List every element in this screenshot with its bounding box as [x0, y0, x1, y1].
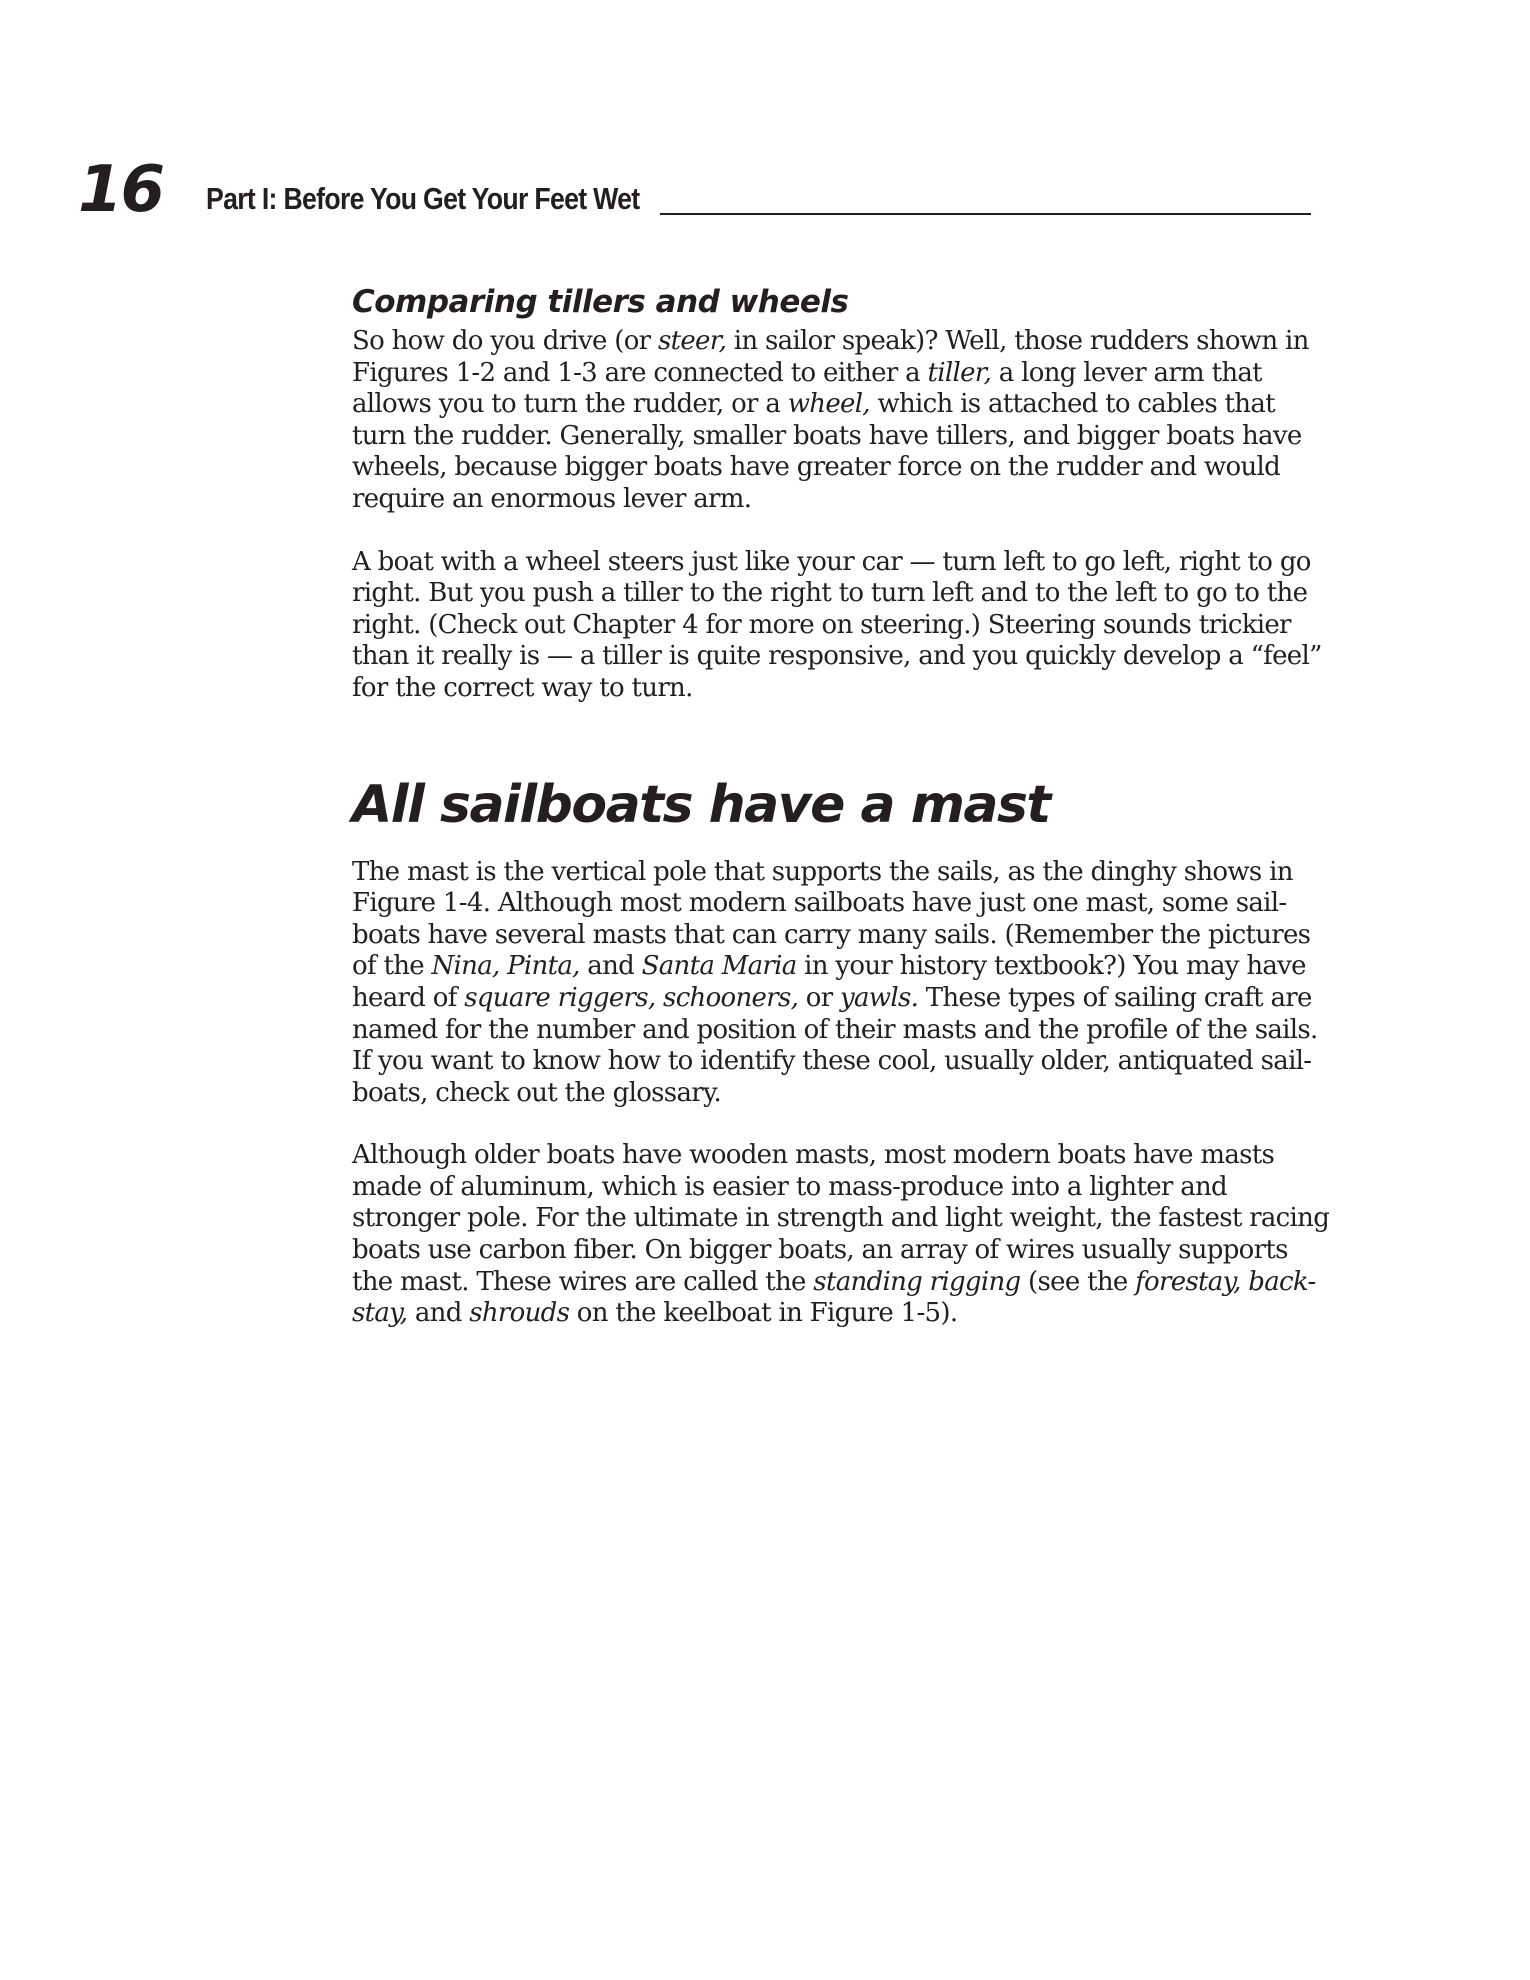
subheading-tillers-wheels: Comparing tillers and wheels [352, 284, 849, 320]
running-head [206, 180, 1311, 218]
term-riggers-schooners: square riggers, schooners, [464, 982, 799, 1013]
running-head-title: Part I: Before You Get Your Feet Wet [206, 181, 640, 216]
text-run: Although older boats have wooden masts, most modern boats have masts made of aluminum, which is easier to mass-produce into a lighter and stronger pole. For the ultimate in strength and light weight, the fastest racing boats use carbon fiber. On bigger boats, an array of wires usually supports the mast. These wires are called the [352, 1140, 1330, 1297]
paragraph-tillers-1 [352, 326, 1332, 516]
heading-sailboats-mast: All sailboats have a mast [352, 774, 1050, 835]
text-run: and [407, 1298, 470, 1329]
text-run: in sailor speak)? Well, those rudders shown in Figures 1-2 and 1-3 are connected to either a [352, 326, 1309, 388]
term-wheel: wheel, [787, 389, 870, 420]
text-run: in your history textbook?) You may have heard of [352, 951, 1306, 1013]
running-head-rule [660, 213, 1311, 215]
page-content [352, 282, 1330, 1361]
text-run: on the keelboat in Figure 1-5). [569, 1298, 958, 1329]
term-nina-pinta: Nina, Pinta, [431, 951, 580, 982]
text-run: and [579, 951, 642, 982]
term-forestay-backstay: forestay, back-stay, [352, 1266, 1316, 1329]
term-steer: steer, [657, 326, 727, 356]
text-run: (see the [1020, 1266, 1136, 1297]
page-number: 16 [78, 153, 164, 227]
term-tiller: tiller, [927, 357, 992, 388]
term-shrouds: shrouds [469, 1298, 570, 1329]
text-run: So how do you drive (or [352, 326, 658, 356]
text-run: The mast is the vertical pole that supports the sails, as the dinghy shows in Figure 1-4. Although most modern sailboats have just one mast, some sail-boats have several masts that can carry many sails. (Remember the pictures of the [352, 856, 1311, 982]
text-run: or [798, 982, 840, 1013]
term-yawls: yawls. [840, 982, 919, 1013]
term-standing-rigging: standing rigging [813, 1266, 1021, 1297]
paragraph-mast-2 [352, 1140, 1332, 1330]
text-run: which is attached to cables that turn the rudder. Generally, smaller boats have tillers, and bigger boats have wheels, because bigger boats have greater force on the rudder and would require an enormous lever arm. [352, 389, 1302, 514]
term-santa-maria: Santa Maria [641, 951, 797, 982]
paragraph-mast-1 [352, 857, 1332, 1110]
paragraph-tillers-2: A boat with a wheel steers just like your car — turn left to go left, right to go right. But you push a tiller to the right to turn left and to the left to go to the right. (Check out Chapter 4 for more on steering.) Steering sounds trickier than it really is — a tiller is quite responsive, and you quickly develop a “feel” for the correct way to turn. [352, 546, 1322, 703]
text-run: These types of sailing craft are named for the number and position of their masts and the profile of the sails. If you want to know how to identify these cool, usually older, antiquated sail-boats, check out the glossary. [352, 982, 1318, 1108]
text-run: a long lever arm that allows you to turn the rudder, or a [352, 357, 1262, 420]
